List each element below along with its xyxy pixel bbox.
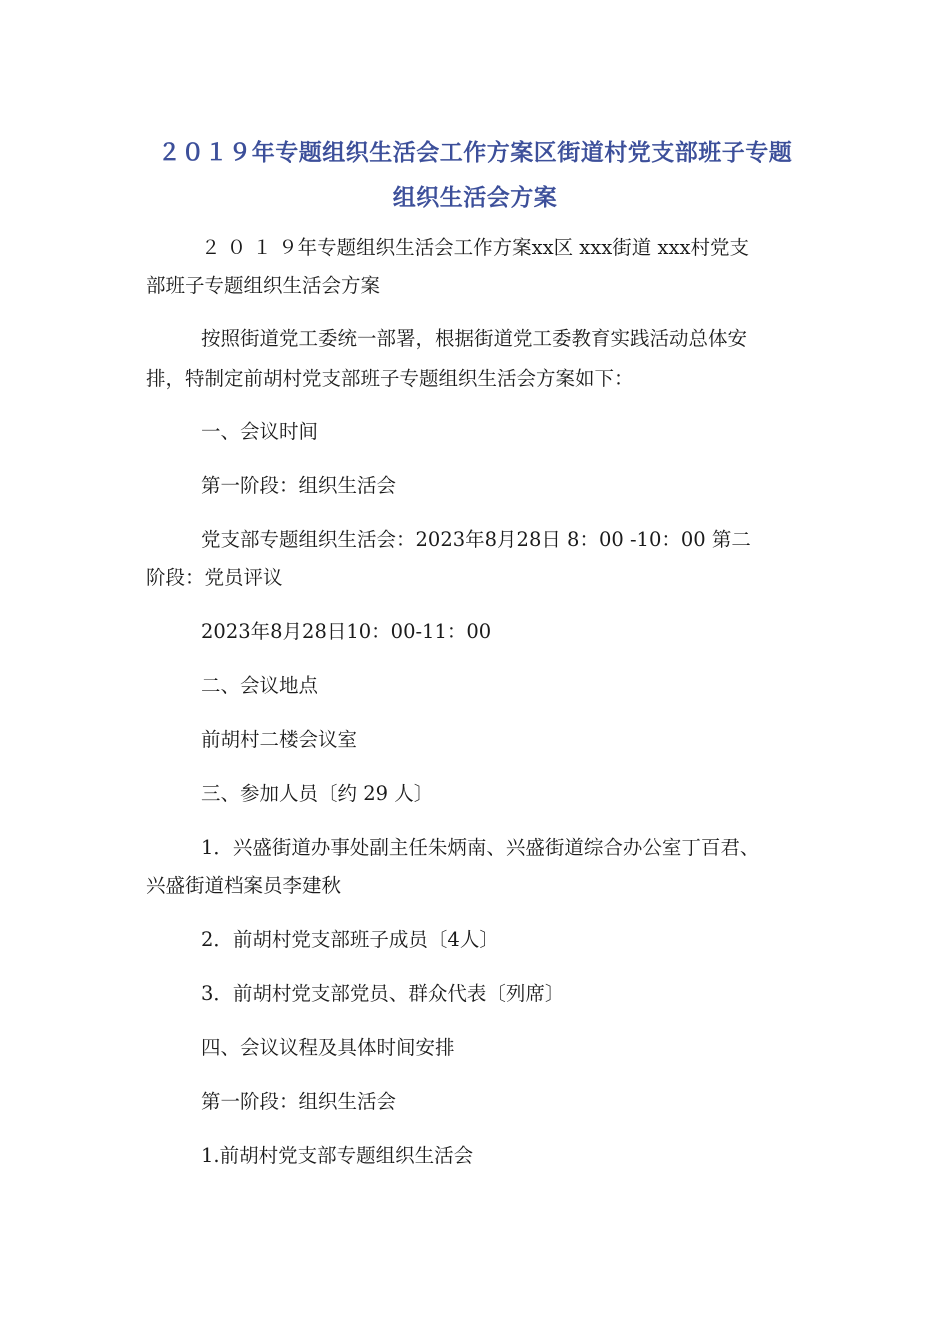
section-2-place: 前胡村二楼会议室	[201, 728, 358, 751]
section-4-item-1: 1.前胡村党支部专题组织生活会	[201, 1144, 474, 1167]
section-3-item-1-line-1: 1．兴盛街道办事处副主任朱炳南、兴盛街道综合办公室丁百君、	[201, 836, 760, 859]
section-3-heading: 三、参加人员〔约 29 人〕	[201, 782, 434, 805]
section-1-stage-1: 第一阶段：组织生活会	[201, 474, 397, 497]
section-1-time-2: 2023年8月28日10：00-11：00	[201, 620, 492, 643]
document-title-line-2: 组织生活会方案	[392, 185, 558, 211]
section-3-item-2: 2．前胡村党支部班子成员〔4人〕	[201, 928, 499, 951]
paragraph-1-line-2: 排，特制定前胡村党支部班子专题组织生活会方案如下：	[146, 367, 634, 390]
section-3-item-1-line-2: 兴盛街道档案员李建秋	[146, 874, 342, 897]
section-4-heading: 四、会议议程及具体时间安排	[201, 1036, 455, 1059]
section-3-item-3: 3．前胡村党支部党员、群众代表〔列席〕	[201, 982, 565, 1005]
section-1-meeting-line-2: 阶段：党员评议	[146, 566, 283, 589]
intro-line-2: 部班子专题组织生活会方案	[146, 274, 381, 297]
section-1-meeting-line-1: 党支部专题组织生活会：2023年8月28日 8：00 -10：00 第二	[201, 528, 751, 551]
paragraph-1-line-1: 按照街道党工委统一部署，根据街道党工委教育实践活动总体安	[201, 327, 748, 350]
section-4-stage-1: 第一阶段：组织生活会	[201, 1090, 397, 1113]
section-2-heading: 二、会议地点	[201, 674, 319, 697]
intro-line-1: ２ ０ １ ９年专题组织生活会工作方案xx区 xxx街道 xxx村党支	[201, 236, 749, 259]
document-title-line-1: ２０１９年专题组织生活会工作方案区街道村党支部班子专题	[157, 140, 793, 166]
section-1-heading: 一、会议时间	[201, 420, 319, 443]
